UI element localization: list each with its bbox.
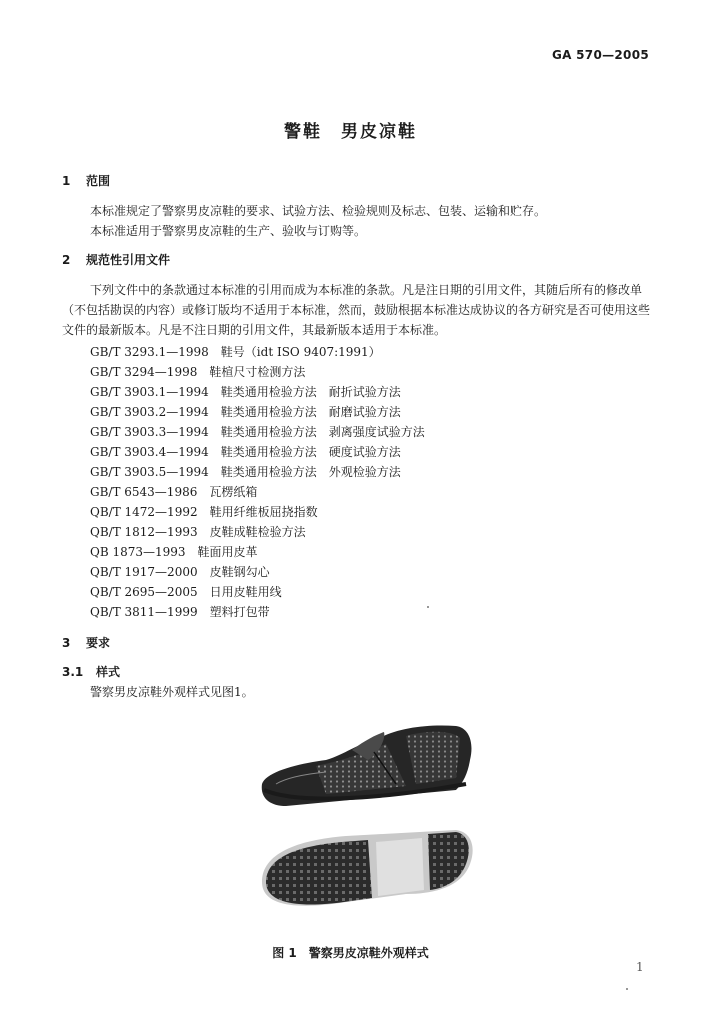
reference-item: GB/T 6543—1986 瓦楞纸箱: [90, 485, 258, 499]
section-2-number: 2: [62, 253, 71, 267]
reference-item: QB 1873—1993 鞋面用皮革: [90, 545, 258, 559]
reference-item: GB/T 3903.4—1994 鞋类通用检验方法 硬度试验方法: [90, 445, 401, 459]
reference-item: QB/T 2695—2005 日用皮鞋用线: [90, 585, 282, 599]
section-1-heading: [62, 172, 110, 189]
section-3-title: 要求: [86, 636, 111, 650]
section-1-number: 1: [62, 174, 71, 188]
figure-caption: 图 1 警察男皮凉鞋外观样式: [272, 946, 429, 960]
section-3-1-title: 样式: [96, 665, 121, 679]
reference-item: GB/T 3293.1—1998 鞋号（idt ISO 9407:1991）: [90, 345, 381, 359]
reference-item: GB/T 3903.3—1994 鞋类通用检验方法 剥离强度试验方法: [90, 425, 425, 439]
shoe-sole-view: [262, 830, 473, 906]
shoe-illustration-icon: [256, 714, 476, 934]
reference-item: GB/T 3903.1—1994 鞋类通用检验方法 耐折试验方法: [90, 385, 401, 399]
scan-speck: [427, 606, 429, 608]
standard-number: GA 570—2005: [551, 48, 649, 62]
section-2-heading: [62, 251, 170, 268]
section-3-heading: [62, 634, 110, 651]
section-1-paragraph-2: 本标准适用于警察男皮凉鞋的生产、验收与订购等。: [90, 224, 367, 238]
section-3-number: 3: [62, 636, 71, 650]
section-3-1-heading: [62, 663, 120, 680]
reference-item: GB/T 3294—1998 鞋楦尺寸检测方法: [90, 365, 306, 379]
reference-item: GB/T 3903.2—1994 鞋类通用检验方法 耐磨试验方法: [90, 405, 401, 419]
page-number: 1: [636, 960, 644, 974]
section-2-title: 规范性引用文件: [86, 253, 171, 267]
page-title: 警鞋 男皮凉鞋: [284, 122, 417, 142]
scan-speck: [626, 988, 628, 990]
section-3-1-text: 警察男皮凉鞋外观样式见图1。: [90, 685, 254, 699]
reference-item: QB/T 3811—1999 塑料打包带: [90, 605, 270, 619]
reference-item: QB/T 1917—2000 皮鞋钢勾心: [90, 565, 270, 579]
section-1-paragraph-1: 本标准规定了警察男皮凉鞋的要求、试验方法、检验规则及标志、包装、运输和贮存。: [90, 204, 547, 218]
section-2-intro: 下列文件中的条款通过本标准的引用而成为本标准的条款。凡是注日期的引用文件，其随后所有的修改单（不包括勘误的内容）或修订版均不适用于本标准，然而，鼓励根据本标准达成协议的各方研究是否可使用这些文件的最新版本。凡是不注日期的引用文件，其最新版本适用于本标准。: [62, 283, 651, 337]
section-3-1-number: 3.1: [62, 665, 84, 679]
shoe-side-view: [262, 726, 472, 806]
section-1-title: 范围: [86, 174, 111, 188]
reference-item: QB/T 1812—1993 皮鞋成鞋检验方法: [90, 525, 306, 539]
reference-item: GB/T 3903.5—1994 鞋类通用检验方法 外观检验方法: [90, 465, 401, 479]
reference-item: QB/T 1472—1992 鞋用纤维板屈挠指数: [90, 505, 318, 519]
